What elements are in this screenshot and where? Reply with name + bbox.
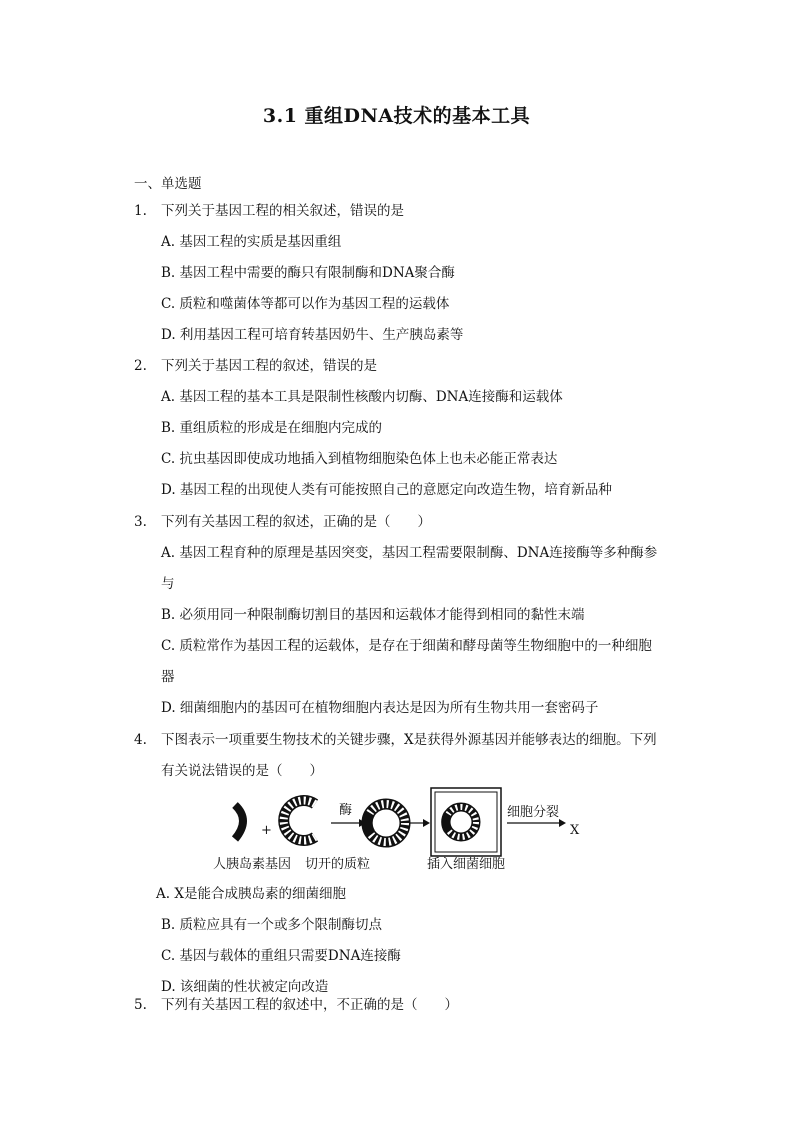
option-c: C. 基因与载体的重组只需要DNA连接酶 (161, 948, 401, 964)
cell-label: 插入细菌细胞 (427, 857, 506, 872)
gene-fragment-icon (235, 805, 243, 839)
option-b: B. 基因工程中需要的酶只有限制酶和DNA聚合酶 (161, 265, 455, 281)
question-number: 1. (134, 203, 147, 219)
option-d: D. 基因工程的出现使人类有可能按照自己的意愿定向改造生物，培育新品种 (161, 482, 612, 498)
plasmid-label: 切开的质粒 (305, 857, 371, 872)
option-c: C. 质粒和噬菌体等都可以作为基因工程的运载体 (161, 296, 450, 312)
option-b: B. 重组质粒的形成是在细胞内完成的 (161, 420, 383, 436)
section-heading: 一、单选题 (134, 176, 202, 192)
question-stem: 下列有关基因工程的叙述，正确的是（ ） (161, 514, 431, 530)
option-c: C. 抗虫基因即使成功地插入到植物细胞染色体上也未必能正常表达 (161, 451, 558, 467)
option-d: D. 细菌细胞内的基因可在植物细胞内表达是因为所有生物共用一套密码子 (161, 700, 599, 716)
recombination-diagram (161, 787, 664, 879)
question-5 (134, 990, 664, 1021)
question-number: 5. (134, 997, 147, 1013)
option-b: B. 必须用同一种限制酶切割目的基因和运载体才能得到相同的黏性末端 (161, 607, 585, 623)
question-4 (134, 725, 664, 1003)
question-2 (134, 351, 664, 506)
question-1 (134, 196, 664, 351)
enzyme-label: 酶 (339, 803, 353, 818)
opened-plasmid-icon (284, 801, 315, 841)
question-stem: 下图表示一项重要生物技术的关键步骤，X是获得外源基因并能够表达的细胞。下列有关说法错误的是（ ） (161, 732, 657, 779)
question-3 (134, 507, 664, 724)
option-a: A. X是能合成胰岛素的细菌细胞 (156, 886, 346, 902)
question-number: 4. (134, 732, 147, 748)
question-stem: 下列有关基因工程的叙述中，不正确的是（ ） (161, 997, 458, 1013)
plus-sign: + (261, 823, 272, 838)
question-stem: 下列关于基因工程的叙述，错误的是 (161, 358, 377, 374)
question-number: 3. (134, 514, 147, 530)
option-d: D. 该细菌的性状被定向改造 (161, 979, 329, 995)
option-c: C. 质粒常作为基因工程的运载体，是存在于细菌和酵母菌等生物细胞中的一种细胞器 (161, 638, 652, 685)
option-b: B. 质粒应具有一个或多个限制酶切点 (161, 917, 383, 933)
option-a: A. 基因工程的实质是基因重组 (161, 234, 342, 250)
page-title: 3.1 重组DNA技术的基本工具 (262, 105, 531, 127)
option-a: A. 基因工程的基本工具是限制性核酸内切酶、DNA连接酶和运载体 (161, 389, 563, 405)
gene-label: 人胰岛素基因 (213, 857, 292, 872)
option-d: D. 利用基因工程可培育转基因奶牛、生产胰岛素等 (161, 327, 464, 343)
recombinant-plasmid-icon (367, 804, 405, 842)
x-label: X (570, 823, 580, 838)
division-label: 细胞分裂 (507, 805, 560, 820)
question-number: 2. (134, 358, 147, 374)
option-a: A. 基因工程育种的原理是基因突变，基因工程需要限制酶、DNA连接酶等多种酶参与 (161, 545, 658, 592)
question-stem: 下列关于基因工程的相关叙述，错误的是 (161, 203, 404, 219)
